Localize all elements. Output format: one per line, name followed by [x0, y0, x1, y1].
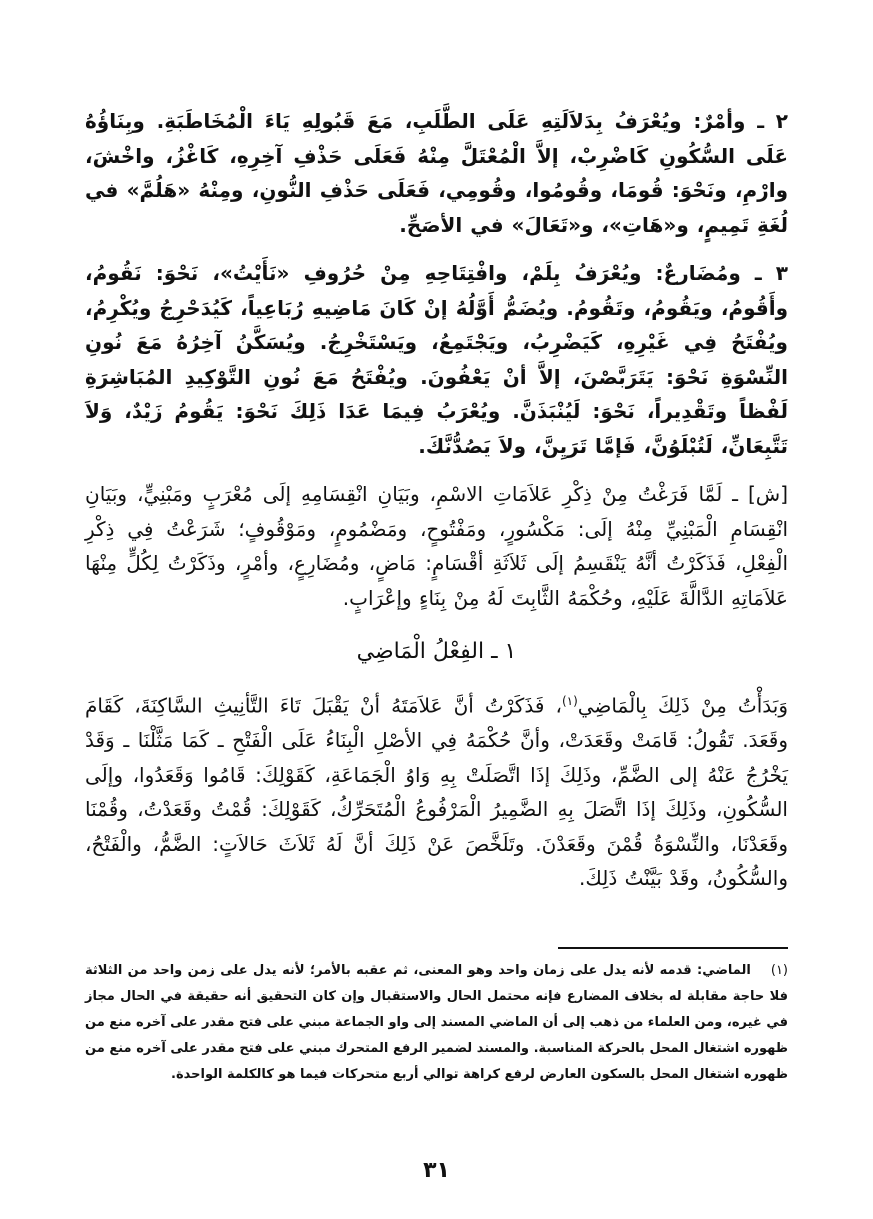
footnote-separator	[558, 947, 788, 949]
paragraph-sharh: [ش] ـ لَمَّا فَرَغْتُ مِنْ ذِكْرِ عَلاَمَاتِ الاسْمِ، وبَيَانِ انْقِسَامِهِ إلَى مُعْرَبٍ ومَبْنِيٍّ، وبَيَانِ انْقِسَامِ الْمَبْنِيِّ مِنْهُ إلَى: مَكْسُورٍ، ومَفْتُوحٍ، ومَضْمُومٍ، ومَوْقُوفٍ؛ شَرَعْتُ فِي ذِكْرِ الْفِعْلِ، فَذَكَرْتُ أنَّهُ يَنْقَسِمُ إلَى ثَلاَثَةِ أقْسَامٍ: مَاضٍ، ومُضَارِعٍ، وأمْرٍ، وذَكَرْتُ لِكُلٍّ مِنْهَا عَلاَمَاتِهِ الدَّالَّةَ عَلَيْهِ، وحُكْمَهُ الثَّابِتَ لَهُ مِنْ بِنَاءٍ وإعْرَابٍ.	[85, 482, 788, 610]
footnote-number: (١)	[770, 963, 788, 978]
footnote	[85, 958, 788, 1088]
paragraph-madi-start: وَبَدَأْتُ مِنْ ذَلِكَ بِالْمَاضِي	[577, 693, 788, 718]
footnote-reference[interactable]: (١)	[561, 694, 578, 708]
paragraph-amr: ٢ ـ وأمْرٌ: ويُعْرَفُ بِدَلاَلَتِهِ عَلَى الطَّلَبِ، مَعَ قَبُولِهِ يَاءَ الْمُخَاطَبَةِ. وبِنَاؤُهُ عَلَى السُّكُونِ كَاضْرِبْ، إلاَّ الْمُعْتَلَّ مِنْهُ فَعَلَى حَذْفِ آخِرِهِ، كَاغْزُ، واخْشَ، وارْمِ، ونَحْوَ: قُومَا، وقُومُوا، وقُومِي، فَعَلَى حَذْفِ النُّونِ، ومِنْهُ «هَلُمَّ» في لُغَةِ تَمِيمٍ، و«هَاتِ»، و«تَعَالَ» في الأصَحِّ.	[85, 109, 788, 237]
section-title: ١ ـ الفِعْلُ الْمَاضِي	[356, 639, 517, 664]
paragraph-mudari: ٣ ـ ومُضَارعٌ: ويُعْرَفُ بِلَمْ، وافْتِتَاحِهِ مِنْ حُرُوفِ «نَأَيْتُ»، نَحْوَ: نَقُومُ، وأَقُومُ، ويَقُومُ، وتَقُومُ. ويُضَمُّ أَوَّلُهُ إنْ كَانَ مَاضِيهِ رُبَاعِياً، كَيُدَحْرِجُ ويُكْرِمُ، ويُفْتَحُ فِي غَيْرِهِ، كَيَضْرِبُ، ويَجْتَمِعُ، ويَسْتَخْرِجُ. ويُسَكَّنُ آخِرُهُ مَعَ نُونِ النِّسْوَةِ نَحْوَ: يَتَرَبَّصْنَ، إلاَّ أنْ يَعْفُونَ. ويُفْتَحُ مَعَ نُونِ التَّوْكِيدِ المُبَاشِرَةِ لَفْظاً وتَقْدِيراً، نَحْوَ: لَيُنْبَذَنَّ. ويُعْرَبُ فِيمَا عَدَا ذَلِكَ نَحْوَ: يَقُومُ زَيْدٌ، وَلاَ تَتَّبِعَانِّ، لَتُبْلَوُنَّ، فَإمَّا تَرَيِنَّ، ولاَ يَصُدُّنَّكَ.	[85, 261, 788, 458]
paragraph-madi-rest: ، فَذَكَرْتُ أنَّ عَلاَمَتَهُ أنْ يَقْبَلَ تَاءَ التَّأنِيثِ السَّاكِنَةَ، كَقَامَ وقَعَدَ. تَقُولُ: قَامَتْ وقَعَدَتْ، وأنَّ حُكْمَهُ فِي الأصْلِ الْبِنَاءُ عَلَى الْفَتْحِ ـ كَمَا مَثَّلْنَا ـ وَقَدْ يَخْرُجُ عَنْهُ إلى الضَّمِّ، وذَلِكَ إذَا اتَّصَلَتْ بِهِ وَاوُ الْجَمَاعَةِ، كَقَوْلِكَ: قَامُوا وَقَعَدُوا، وإلَى السُّكُونِ، وذَلِكَ إذَا اتَّصَلَ بِهِ الضَّمِيرُ الْمَرْفُوعُ الْمُتَحَرِّكُ، كَقَوْلِكَ: قُمْتُ وقَعَدْتُ، وقُمْنَا وقَعَدْنَا، والنِّسْوَةُ قُمْنَ وقَعَدْنَ. وتَلَخَّصَ عَنْ ذَلِكَ أنَّ لَهُ ثَلاَثَ حَالاَتٍ: الضَّمُّ، والْفَتْحُ، والسُّكُونُ، وقَدْ بَيَّنْتُ ذَلِكَ.	[85, 693, 788, 891]
footnote-text: الماضي: قدمه لأنه يدل على زمان واحد وهو المعنى، ثم عقبه بالأمر؛ لأنه يدل على زمن واحد من الثلاثة فلا حاجة مقابلة له بخلاف المضارع فإنه محتمل الحال والاستقبال وإن كان التحقيق أنه حقيقة في الحال مجاز في غيره، ومن العلماء من ذهب إلى أن الماضي المسند إلى واو الجماعة مبني على فتح مقدر على آخره منع من ظهوره اشتغال المحل بالحركة المناسبة. والمسند لضمير الرفع المتحرك مبني على فتح مقدر على آخره منع من ظهوره اشتغال المحل بالسكون العارض لرفع كراهة توالي أربع متحركات فيما هو كالكلمة الواحدة.	[85, 963, 788, 1082]
paragraph-madi	[85, 684, 788, 896]
page-number: ٣١	[423, 1158, 450, 1183]
